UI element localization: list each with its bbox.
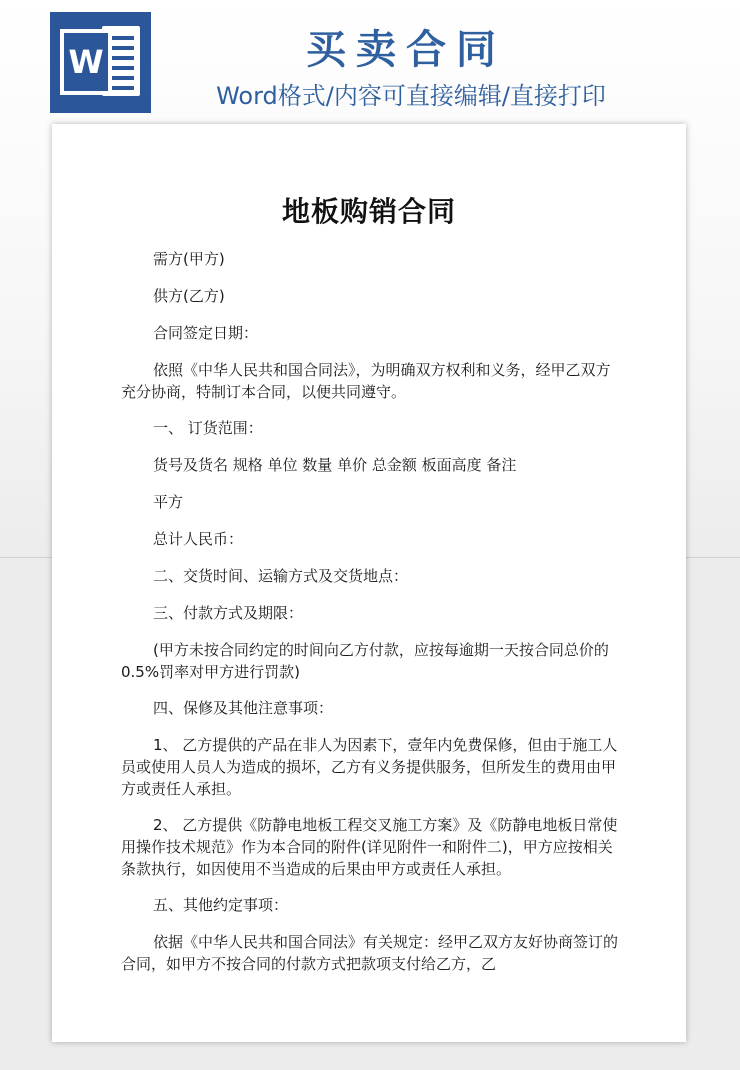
- section-warranty: 四、保修及其他注意事项：: [153, 699, 334, 717]
- paragraph-preamble: 依照《中华人民共和国合同法》，为明确双方权利和义务，经甲乙双方充分协商，特制订本合同，以便共同遵守。: [121, 361, 611, 401]
- section-other: 五、其他约定事项：: [153, 896, 289, 914]
- paragraph-item-columns: 货号及货名 规格 单位 数量 单价 总金额 板面高度 备注: [153, 456, 517, 474]
- header-subtitle: Word格式/内容可直接编辑/直接打印: [216, 82, 606, 110]
- section-delivery: 二、交货时间、运输方式及交货地点：: [153, 567, 409, 585]
- paragraph-total: 总计人民币：: [153, 530, 244, 548]
- paragraph-party-a: 需方(甲方): [153, 250, 225, 268]
- paragraph-party-b: 供方(乙方): [153, 287, 225, 305]
- document-title: 地板购销合同: [281, 195, 456, 228]
- paragraph-warranty-2: 2、 乙方提供《防静电地板工程交叉施工方案》及《防静电地板日常使用操作技术规范》作为本合同的附件(详见附件一和附件二)，甲方应按相关条款执行，如因使用不当造成的后果由甲方或责任人承担。: [121, 816, 618, 878]
- logo-letter: W: [60, 29, 112, 95]
- document-page: [52, 124, 686, 1042]
- header-title: 买卖合同: [306, 27, 506, 73]
- document-body: [121, 248, 619, 989]
- section-order-scope: 一、 订货范围：: [153, 419, 263, 437]
- word-logo-icon: [50, 12, 151, 113]
- paragraph-sign-date: 合同签定日期：: [153, 324, 259, 342]
- paragraph-warranty-1: 1、 乙方提供的产品在非人为因素下，壹年内免费保修，但由于施工人员或使用人员人为造成的损坏，乙方有义务提供服务，但所发生的费用由甲方或责任人承担。: [121, 736, 618, 798]
- paragraph-penalty: (甲方未按合同约定的时间向乙方付款，应按每逾期一天按合同总价的 0.5%罚率对甲方进行罚款): [121, 641, 609, 681]
- section-payment: 三、付款方式及期限：: [153, 604, 304, 622]
- paragraph-other-1: 依据《中华人民共和国合同法》有关规定：经甲乙双方友好协商签订的合同，如甲方不按合同的付款方式把款项支付给乙方，乙: [121, 933, 619, 973]
- paragraph-unit: 平方: [153, 493, 184, 511]
